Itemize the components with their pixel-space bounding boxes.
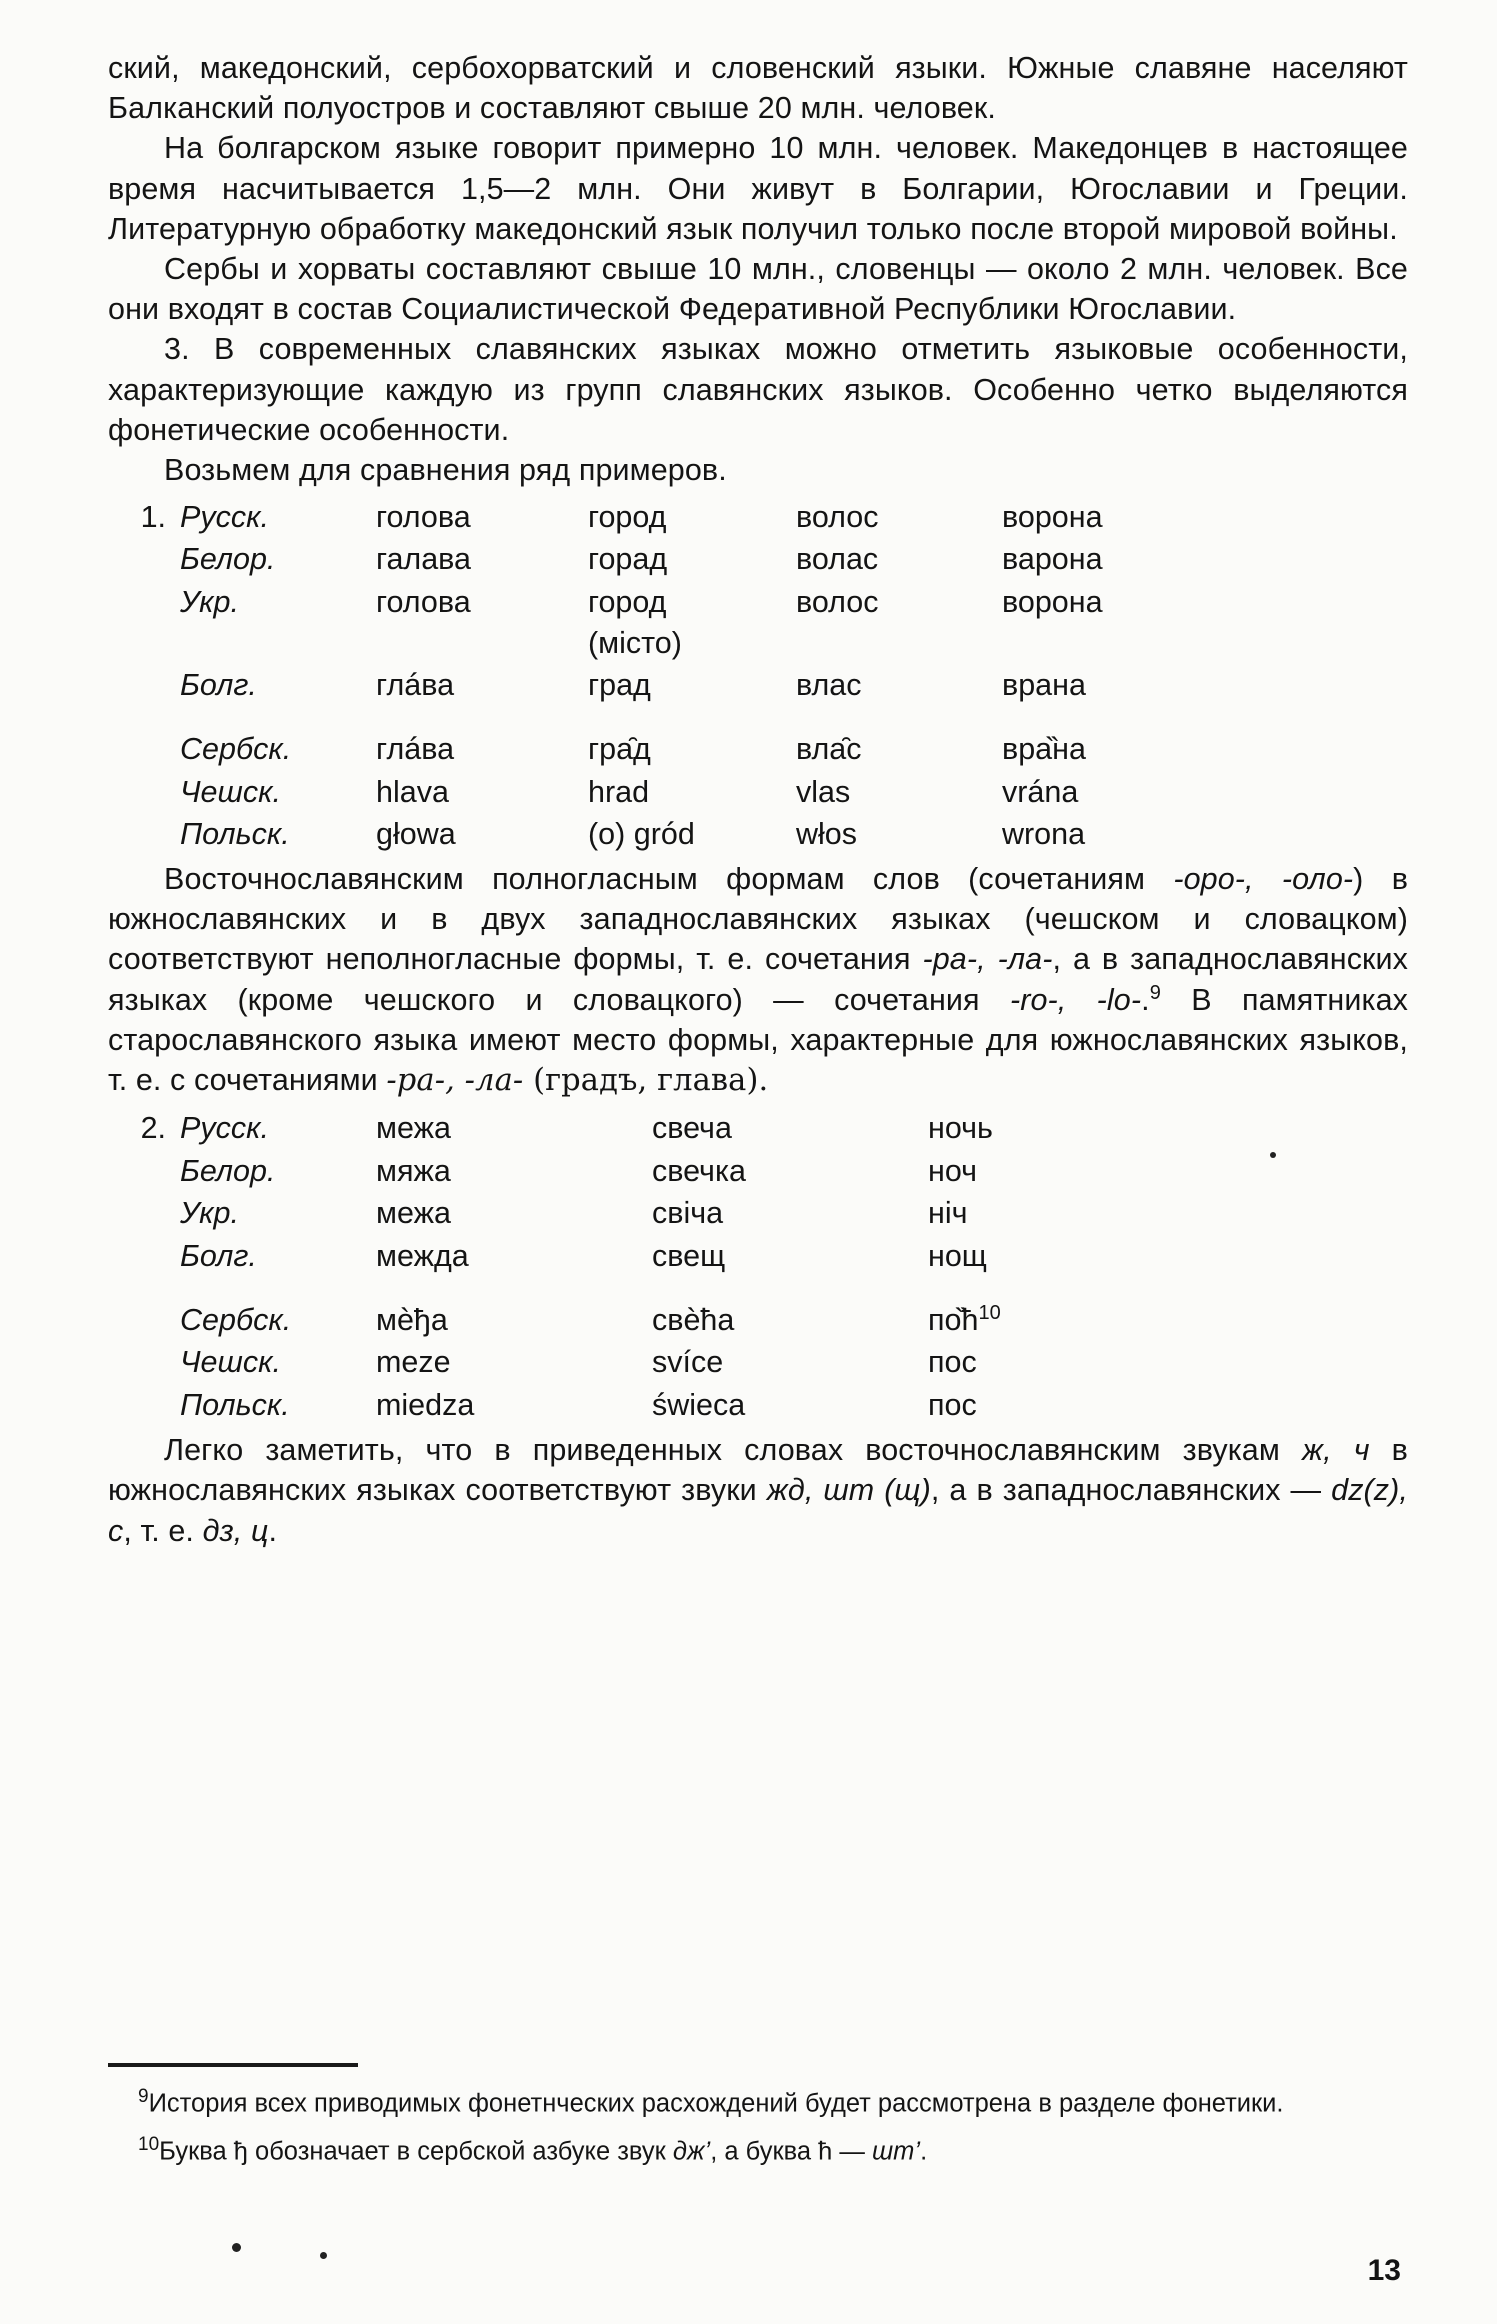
- table1-w4-0: ворона: [1002, 500, 1103, 535]
- page-speck: [232, 2243, 241, 2252]
- table-row: [108, 813, 1202, 855]
- table1-w1-2: голова: [376, 584, 471, 619]
- spacer: [108, 664, 180, 706]
- p6-e: В памятниках старославянского языка имеют место формы, характерные для южнославянских языков, т. е. с сочетаниями: [108, 982, 1408, 1098]
- p7-e: .: [268, 1513, 278, 1548]
- table1-w4-2: ворона: [1002, 584, 1103, 619]
- table2-w1-4: мѐђa: [376, 1302, 448, 1337]
- table2-w3-1-text: ноч: [928, 1153, 978, 1188]
- p7-italic-3: dz(z), c: [108, 1473, 1408, 1548]
- table1-lang-3: [180, 623, 376, 664]
- spacer: [108, 1384, 180, 1426]
- table1-w1-5: глáва: [376, 732, 455, 767]
- page-speck: [1270, 1152, 1276, 1158]
- footnote-10: [108, 2133, 1408, 2169]
- page-content: [108, 48, 1408, 1551]
- table2-w3-3: [928, 1235, 1128, 1277]
- table2-w3-4: [928, 1299, 1128, 1341]
- table1-w2-6: hrad: [588, 774, 650, 809]
- table1-w3-2: волос: [796, 584, 879, 619]
- table1-lang-0: Русск.: [180, 500, 269, 535]
- spacer: [108, 1192, 180, 1234]
- footnote-10-italic-a: дж’: [672, 2137, 711, 2166]
- table1-w2-3: (місто): [588, 625, 682, 660]
- table2-w2-5: svíce: [652, 1345, 724, 1380]
- table2-w3-2: [928, 1192, 1128, 1234]
- table-row: [108, 664, 1202, 706]
- table1-number: 1.: [140, 500, 166, 535]
- spacer: [108, 623, 180, 664]
- table1-lang-6: Чешск.: [180, 774, 281, 809]
- spacer: [108, 1299, 180, 1341]
- table2-w3-4-text: по̏ћ: [928, 1303, 979, 1338]
- p6-italic-4: -ра-, -ла-: [386, 1063, 524, 1099]
- table1-w1-7: głowa: [376, 816, 456, 851]
- word-table-1: [108, 496, 1202, 855]
- table1-w1-1: галава: [376, 542, 471, 577]
- table1-w2-0: город: [588, 500, 667, 535]
- table2-lang-6: Польск.: [180, 1387, 290, 1422]
- spacer: [108, 1341, 180, 1383]
- footnote-10-text-b: , а буква ћ —: [710, 2137, 872, 2166]
- table1-w2-5: гра̑д: [588, 732, 651, 767]
- word-table-2: [108, 1107, 1128, 1426]
- table-row: [108, 1299, 1128, 1341]
- table2-w3-2-text: ніч: [928, 1196, 968, 1231]
- p6-italic-1: -оро-, -оло-: [1173, 862, 1354, 897]
- table2-w3-6-text: пос: [928, 1387, 977, 1422]
- p7-italic-2: жд, шт (щ): [766, 1473, 931, 1508]
- table1-w4-6: vrána: [1002, 774, 1079, 809]
- table1-w3-3: [796, 623, 1002, 664]
- table2-w3-5: [928, 1341, 1128, 1383]
- table1-w4-1: варона: [1002, 542, 1103, 577]
- p6-italic-2: -ра-, -ла-: [922, 942, 1053, 977]
- table1-lang-4: Болг.: [180, 668, 257, 703]
- table-row: [108, 728, 1202, 770]
- p7-c: , а в западнославянских —: [930, 1473, 1332, 1508]
- p7-italic-1: ж, ч: [1302, 1433, 1370, 1468]
- table1-w2-2: город: [588, 584, 667, 619]
- table1-w2-7: (o) gród: [588, 816, 695, 851]
- table2-lang-2: Укр.: [180, 1196, 239, 1231]
- table2-w3-6: [928, 1384, 1128, 1426]
- table2-lang-3: Болг.: [180, 1238, 257, 1273]
- table2-lang-0: Русск.: [180, 1111, 269, 1146]
- footnote-10-text-a: Буква ђ обозначает в сербской азбуке звук: [159, 2137, 673, 2166]
- table1-w3-4: влас: [796, 668, 862, 703]
- spacer: [108, 813, 180, 855]
- paragraph-7: [108, 1430, 1408, 1551]
- p7-a: Легко заметить, что в приведенных словах восточнославянским звукам: [164, 1433, 1302, 1468]
- table-row: [108, 1150, 1128, 1192]
- spacer: [108, 538, 180, 580]
- table-row: [108, 538, 1202, 580]
- table1-lang-5: Сербск.: [180, 732, 292, 767]
- table2-w1-6: miedza: [376, 1387, 475, 1422]
- table1-w3-5: вла̑с: [796, 732, 862, 767]
- p6-a: Восточнославянским полногласным формам слов (сочетаниям: [164, 862, 1174, 897]
- table2-number: 2.: [140, 1111, 166, 1146]
- p6-d: .: [1141, 982, 1150, 1017]
- table1-w1-6: hlava: [376, 774, 449, 809]
- table2-w1-2: межа: [376, 1196, 451, 1231]
- footnote-ref-9: 9: [1149, 981, 1161, 1004]
- spacer: [108, 728, 180, 770]
- table1-w1-3: [376, 623, 588, 664]
- p6-f: (градъ, глава).: [523, 1063, 769, 1099]
- table1-lang-2: Укр.: [180, 584, 239, 619]
- table2-w2-0: свеча: [652, 1111, 732, 1146]
- table2-w1-0: межа: [376, 1111, 451, 1146]
- page-number: 13: [1367, 2254, 1401, 2287]
- footnote-9-text: История всех приводимых фонетнческих расхождений будет рассмотрена в разделе фонетики.: [148, 2089, 1284, 2118]
- p7-d: , т. е.: [123, 1513, 203, 1548]
- p6-b: ) в южнославянских и в двух западнославянских языках (чешском и словацком) соответствуют неполногласные формы, т. е. сочетания: [108, 862, 1408, 977]
- table1-w2-1: горад: [588, 542, 668, 577]
- table1-w3-7: włos: [796, 816, 858, 851]
- table-row: [108, 581, 1202, 623]
- p7-b: в южнославянских языках соответствуют звуки: [108, 1433, 1408, 1508]
- table2-w3-0: [928, 1107, 1128, 1149]
- table2-w1-3: межда: [376, 1238, 469, 1273]
- p6-italic-3: -ro-, -lo-: [1009, 982, 1142, 1017]
- table1-w2-4: град: [588, 668, 651, 703]
- table-row: [108, 623, 1202, 664]
- table2-w3-0-text: ночь: [928, 1111, 993, 1146]
- table1-lang-1: Белор.: [180, 542, 276, 577]
- p6-c: , а в западнославянских языках (кроме чешского и словацкого) — сочетания: [108, 942, 1408, 1017]
- table2-lang-5: Чешск.: [180, 1345, 281, 1380]
- paragraph-5: Возьмем для сравнения ряд примеров.: [164, 452, 727, 487]
- table-row: [108, 771, 1202, 813]
- p7-italic-4: дз, ц: [202, 1513, 269, 1548]
- spacer: [108, 771, 180, 813]
- table2-w2-4: свѐћa: [652, 1302, 735, 1337]
- table-spacer-row: [108, 706, 1202, 728]
- table-row: [108, 1192, 1128, 1234]
- paragraph-4: 3. В современных славянских языках можно отметить языковые особенности, характеризующие каждую из групп славянских языков. Особенно четко выделяются фонетические особенности.: [108, 332, 1408, 447]
- table-spacer-row: [108, 1277, 1128, 1299]
- footnote-9-number: 9: [138, 2086, 149, 2107]
- table-row: [108, 496, 1202, 538]
- table2-lang-1: Белор.: [180, 1153, 276, 1188]
- footnote-9: [108, 2085, 1408, 2121]
- footnote-10-text-c: .: [920, 2137, 928, 2166]
- spacer: [108, 1277, 1128, 1299]
- table-row: [108, 1341, 1128, 1383]
- paragraph-2: На болгарском языке говорит примерно 10 млн. человек. Македонцев в настоящее время насчитывается 1,5—2 млн. Они живут в Болгарии, Югославии и Греции. Литературную обработку македонский язык получил только после второй мировой войны.: [108, 131, 1408, 246]
- footnote-10-number: 10: [138, 2133, 160, 2155]
- paragraph-6: [108, 859, 1408, 1101]
- table-row: [108, 1235, 1128, 1277]
- table1-w3-0: волос: [796, 500, 879, 535]
- footnotes-section: [108, 2085, 1408, 2180]
- spacer: [108, 1150, 180, 1192]
- footnote-separator: [108, 2063, 358, 2067]
- footnote-10-italic-b: шт’: [871, 2137, 921, 2166]
- table2-w3-1: [928, 1150, 1128, 1192]
- table-row: [108, 1107, 1128, 1149]
- table1-w4-5: вра̏на: [1002, 732, 1086, 767]
- table1-w3-6: vlas: [796, 774, 851, 809]
- paragraph-3: Сербы и хорваты составляют свыше 10 млн., словенцы — около 2 млн. человек. Все они входят в состав Социалистической Федеративной Республики Югославии.: [108, 251, 1408, 327]
- paragraph-1: ский, македонский, сербохорватский и словенский языки. Южные славяне населяют Балканский полуостров и составляют свыше 20 млн. человек.: [108, 51, 1408, 126]
- table1-w4-4: врана: [1002, 668, 1086, 703]
- spacer: [108, 581, 180, 623]
- spacer: [108, 1235, 180, 1277]
- table2-w3-5-text: пос: [928, 1345, 977, 1380]
- table2-w2-3: свещ: [652, 1238, 726, 1273]
- table1-lang-7: Польск.: [180, 816, 290, 851]
- table2-w2-6: świeca: [652, 1387, 746, 1422]
- table1-w1-0: голова: [376, 500, 471, 535]
- table1-w1-4: глáва: [376, 668, 455, 703]
- table2-w2-1: свечка: [652, 1153, 746, 1188]
- footnote-ref-10: 10: [978, 1301, 1001, 1324]
- table2-w3-3-text: нощ: [928, 1238, 987, 1273]
- table2-w1-5: meze: [376, 1345, 451, 1380]
- spacer: [108, 706, 1202, 728]
- table2-w2-2: свіча: [652, 1196, 724, 1231]
- table1-w4-7: wrona: [1002, 816, 1086, 851]
- table1-w4-3: [1002, 623, 1202, 664]
- table2-w1-1: мяжа: [376, 1153, 451, 1188]
- table-row: [108, 1384, 1128, 1426]
- table2-lang-4: Сербск.: [180, 1302, 292, 1337]
- page-speck: [320, 2252, 327, 2259]
- table1-w3-1: волас: [796, 542, 879, 577]
